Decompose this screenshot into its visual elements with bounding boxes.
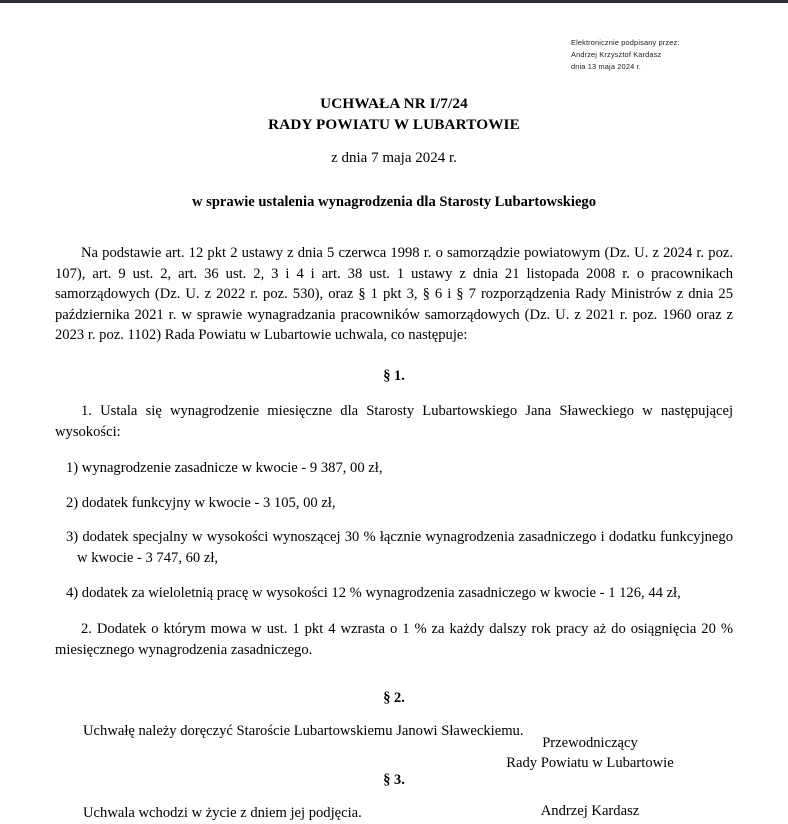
esig-line-signed-by: Elektronicznie podpisany przez: bbox=[571, 38, 680, 47]
list-item: 3) dodatek specjalny w wysokości wynoszącej 30 % łącznie wynagrodzenia zasadniczego i dodatku funkcyjnego w kwocie - 3 747, 60 zł, bbox=[66, 529, 733, 566]
section-1-paragraph-2: 2. Dodatek o którym mowa w ust. 1 pkt 4 wzrasta o 1 % za każdy dalszy rok pracy aż do osiągnięcia 20 % miesięcznego wynagrodzenia zasadniczego. bbox=[55, 621, 733, 658]
signature-role-line-1: Przewodniczący bbox=[542, 735, 638, 751]
list-item: 1) wynagrodzenie zasadnicze w kwocie - 9 387, 00 zł, bbox=[66, 460, 383, 477]
esig-line-date: dnia 13 maja 2024 r. bbox=[571, 62, 641, 72]
title-line-council-name: RADY POWIATU W LUBARTOWIE bbox=[268, 116, 520, 133]
signature-name: Andrzej Kardasz bbox=[540, 803, 640, 819]
signature-role-line-2: Rady Powiatu w Lubartowie bbox=[506, 755, 674, 771]
document-date: z dnia 7 maja 2024 r. bbox=[331, 150, 457, 166]
salary-component-list bbox=[55, 458, 733, 603]
section-marker-2: § 2. bbox=[383, 690, 405, 707]
list-item: 2) dodatek funkcyjny w kwocie - 3 105, 00 zł, bbox=[66, 494, 336, 511]
section-marker-3: § 3. bbox=[383, 771, 405, 788]
list-item: 4) dodatek za wieloletnią pracę w wysokości 12 % wynagrodzenia zasadniczego w kwocie - 1 126, 44 zł, bbox=[66, 584, 681, 601]
signature-block bbox=[440, 733, 740, 821]
page-title bbox=[55, 93, 733, 135]
document-content bbox=[55, 3, 733, 824]
section-marker-1: § 1. bbox=[383, 367, 405, 384]
section-2-body: Uchwałę należy doręczyć Staroście Lubartowskiemu Janowi Sławeckiemu. bbox=[83, 723, 524, 740]
document-page bbox=[0, 3, 788, 820]
esig-line-signer-name: Andrzej Krzysztof Kardasz bbox=[571, 50, 662, 60]
document-subject: w sprawie ustalenia wynagrodzenia dla Starosty Lubartowskiego bbox=[191, 194, 597, 210]
preamble-paragraph: Na podstawie art. 12 pkt 2 ustawy z dnia 5 czerwca 1998 r. o samorządzie powiatowym (Dz. U. z 2024 r. poz. 107), art. 9 ust. 2, art. 36 ust. 2, 3 i 4 i art. 38 ust. 1 ustawy z dnia 21 listopada 2008 r. o pracownikach samorządowych (Dz. U. z 2022 r. poz. 530), oraz § 1 pkt 3, § 6 i § 7 rozporządzenia Rady Ministrów z dnia 25 października 2021 r. w sprawie wynagradzania pracowników samorządowych (Dz. U. z 2021 r. poz. 1960 oraz z 2023 r. poz. 1102) Rada Powiatu w Lubartowie uchwala, co następuje: bbox=[55, 245, 733, 344]
title-line-resolution-number: UCHWAŁA NR I/7/24 bbox=[320, 95, 468, 112]
section-3-body: Uchwala wchodzi w życie z dniem jej podjęcia. bbox=[83, 804, 362, 821]
section-1-paragraph-1: 1. Ustala się wynagrodzenie miesięczne dla Starosty Lubartowskiego Jana Sławeckiego w następującej wysokości: bbox=[55, 402, 733, 440]
